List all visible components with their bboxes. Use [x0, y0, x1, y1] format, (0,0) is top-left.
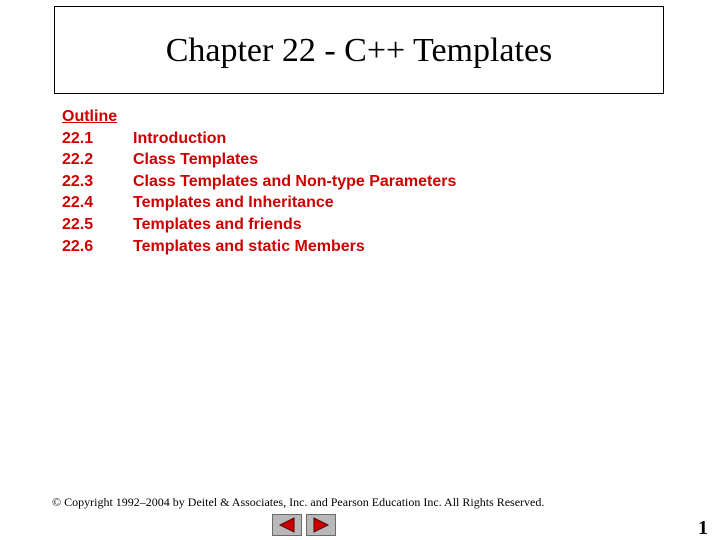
outline-item-label: Templates and static Members — [133, 237, 365, 255]
page-number: 1 — [698, 517, 708, 539]
outline-item-number: 22.1 — [62, 129, 94, 147]
outline-heading: Outline — [62, 108, 118, 125]
outline — [62, 106, 456, 257]
previous-slide-button[interactable] — [272, 514, 302, 536]
outline-item-label: Introduction — [133, 129, 227, 147]
outline-item-number: 22.6 — [62, 237, 94, 255]
outline-item — [62, 236, 456, 258]
outline-item-label: Class Templates and Non-type Parameters — [133, 172, 457, 190]
outline-item-number: 22.2 — [62, 151, 94, 169]
outline-item-number: 22.4 — [62, 194, 94, 212]
outline-item — [62, 214, 456, 236]
triangle-right-icon — [311, 517, 331, 533]
outline-item-number: 22.5 — [62, 215, 94, 233]
outline-item-number: 22.3 — [62, 172, 94, 190]
slide-navigation — [272, 514, 336, 536]
slide-title: Chapter 22 - C++ Templates — [165, 32, 553, 69]
triangle-left-icon — [277, 517, 297, 533]
outline-item — [62, 171, 456, 193]
slide-title-box — [54, 6, 664, 94]
outline-item — [62, 192, 456, 214]
outline-item — [62, 128, 456, 150]
outline-item-label: Templates and Inheritance — [133, 194, 334, 212]
next-slide-button[interactable] — [306, 514, 336, 536]
outline-item — [62, 149, 456, 171]
copyright-notice: © Copyright 1992–2004 by Deitel & Associates, Inc. and Pearson Education Inc. All Rights Reserved. — [52, 495, 545, 509]
outline-item-label: Templates and friends — [133, 215, 302, 233]
outline-item-label: Class Templates — [133, 151, 259, 169]
